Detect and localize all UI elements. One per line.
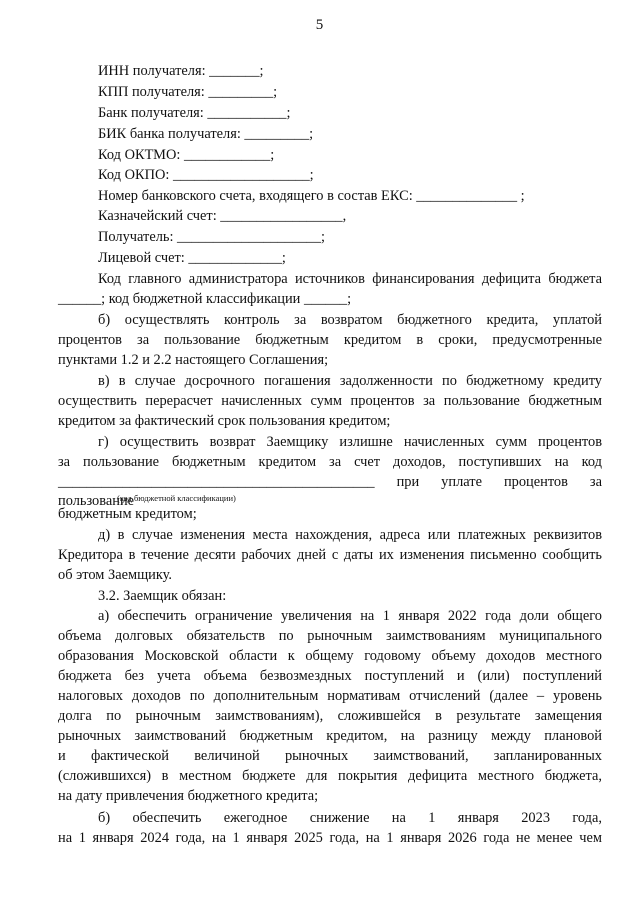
text-line-l24: д) в случае изменения места нахождения, адреса или платежных реквизитов <box>98 527 602 543</box>
text-line-oktmo: Код ОКТМО: ____________; <box>98 147 275 163</box>
text-line-l20: за пользование бюджетным кредитом за счет доходов, поступивших на код <box>58 454 602 470</box>
page-number: 5 <box>315 17 324 33</box>
text-line-kpp: КПП получателя: _________; <box>98 84 278 100</box>
text-line-l37: на дату привлечения бюджетного кредита; <box>58 788 319 804</box>
text-line-l32: налоговых доходов по дополнительным нормативам отчислений (далее – уровень <box>58 688 602 704</box>
text-line-l28: а) обеспечить ограничение увеличения на 1 января 2022 года доли общего <box>98 608 602 624</box>
text-line-bank: Банк получателя: ___________; <box>98 105 291 121</box>
text-line-l11: Код главного администратора источников финансирования дефицита бюджета <box>98 271 602 287</box>
text-line-inn: ИНН получателя: _______; <box>98 63 264 79</box>
text-line-lic: Лицевой счет: _____________; <box>98 250 286 266</box>
text-line-l16: в) в случае досрочного погашения задолженности по бюджетному кредиту <box>98 373 602 389</box>
text-line-l15: пунктами 1.2 и 2.2 настоящего Соглашения; <box>58 352 329 368</box>
text-line-l33: долга по рыночным заимствованиям), сложившейся в результате замещения <box>58 708 602 724</box>
text-line-l14: процентов за пользование бюджетным кредитом в сроки, предусмотренные <box>58 332 602 348</box>
text-line-l18: кредитом за фактический срок пользования кредитом; <box>58 413 391 429</box>
text-line-l30: образования Московской области к общему годовому объему доходов местного <box>58 648 602 664</box>
text-line-okpo: Код ОКПО: ___________________; <box>98 167 314 183</box>
text-line-l29: объема долговых обязательств по рыночным заимствованиям муниципального <box>58 628 602 644</box>
text-line-recv: Получатель: ____________________; <box>98 229 325 245</box>
text-line-l17: осуществить перерасчет начисленных сумм процентов за пользование бюджетным <box>58 393 602 409</box>
text-line-l34: рыночных заимствований бюджетным кредитом, на разницу между плановой <box>58 728 602 744</box>
text-line-l39: на 1 января 2024 года, на 1 января 2025 года, на 1 января 2026 года не менее чем <box>58 830 602 846</box>
text-line-l21: ____________________________________________ при уплате процентов за пользование <box>58 474 602 509</box>
text-line-l26: об этом Заемщику. <box>58 567 173 583</box>
text-line-l23: бюджетным кредитом; <box>58 506 197 522</box>
field-caption: (код бюджетной классификации) <box>117 493 236 503</box>
text-line-l19: г) осуществить возврат Заемщику излишне начисленных сумм процентов <box>98 434 602 450</box>
text-line-l27: 3.2. Заемщик обязан: <box>98 588 227 604</box>
text-line-l36: (сложившихся) в местном бюджете для покрытия дефицита местного бюджета, <box>58 768 602 784</box>
text-line-l12: ______; код бюджетной классификации ______; <box>58 291 352 307</box>
text-line-l35: и фактической величиной рыночных заимствований, запланированных <box>58 748 602 764</box>
text-line-l25: Кредитора в течение десяти рабочих дней с даты их изменения письменно сообщить <box>58 547 602 563</box>
text-line-eks: Номер банковского счета, входящего в состав ЕКС: ______________ ; <box>98 188 525 204</box>
text-line-bik: БИК банка получателя: _________; <box>98 126 314 142</box>
text-line-l31: бюджета без учета объема безвозмездных поступлений и (или) поступлений <box>58 668 602 684</box>
text-line-l38: б) обеспечить ежегодное снижение на 1 января 2023 года, <box>98 810 602 826</box>
text-line-kazn: Казначейский счет: _________________, <box>98 208 347 224</box>
text-line-l13: б) осуществлять контроль за возвратом бюджетного кредита, уплатой <box>98 312 602 328</box>
